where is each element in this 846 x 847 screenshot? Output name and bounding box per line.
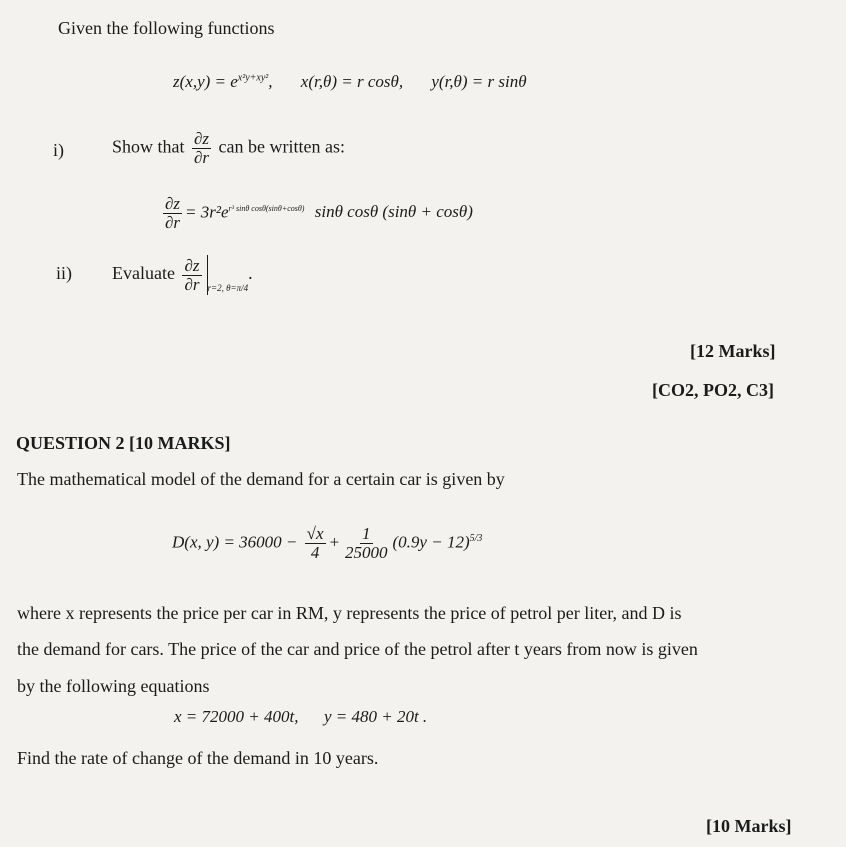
fraction-numerator: ∂z	[194, 129, 210, 148]
z-function-exponent: x²y+xy²	[237, 72, 269, 84]
x-function: x(r,θ) = r cosθ,	[300, 72, 404, 91]
y-function: y(r,θ) = r sinθ	[431, 72, 527, 91]
z-function-comma: ,	[268, 72, 273, 91]
marks-q1: [12 Marks]	[690, 341, 776, 361]
eq-middle: = 3r²e	[185, 202, 229, 222]
paragraph-line-3: by the following equations	[17, 676, 210, 696]
eq-fraction-denominator: ∂r	[165, 213, 181, 232]
part-i-statement	[112, 130, 345, 167]
eval-fraction-denominator: ∂r	[184, 274, 200, 294]
evaluate-text: Evaluate	[112, 263, 175, 284]
part-i-label: i)	[53, 140, 64, 160]
part-ii-label: ii)	[56, 263, 72, 283]
time-equations: x = 72000 + 400t, y = 480 + 20t .	[174, 707, 428, 726]
demand-lhs: D(x, y) = 36000 −	[172, 532, 298, 552]
part-ii-statement	[112, 255, 253, 295]
fraction2-denominator: 25000	[345, 543, 388, 562]
fraction-denominator: ∂r	[194, 148, 210, 167]
eq-exponent: r³ sinθ cosθ(sinθ+cosθ)	[228, 203, 305, 213]
demand-equation	[172, 525, 482, 562]
part-i-equation	[160, 195, 473, 232]
sqrt-x-fraction	[305, 525, 326, 562]
evaluate-period: .	[248, 263, 253, 284]
find-rate-text: Find the rate of change of the demand in 10 years.	[17, 748, 379, 768]
eq-fraction-numerator: ∂z	[165, 194, 181, 213]
co-q1: [CO2, PO2, C3]	[652, 380, 774, 400]
eq-tail: sinθ cosθ (sinθ + cosθ)	[314, 202, 473, 222]
fraction2-numerator: 1	[362, 524, 371, 543]
demand-power: 5/3	[469, 532, 483, 544]
marks-q2: [10 Marks]	[706, 816, 792, 836]
eval-fraction-numerator: ∂z	[184, 255, 200, 275]
sqrt-x-denominator: 4	[310, 543, 320, 562]
intro-text: Given the following functions	[58, 18, 275, 38]
given-functions	[173, 72, 527, 92]
eq-dz-dr-fraction	[163, 195, 182, 232]
q2-intro: The mathematical model of the demand for a certain car is given by	[17, 469, 505, 489]
z-function-lhs: z(x,y) = e	[173, 72, 238, 91]
evaluation-condition: r=2, θ=π/4	[207, 283, 249, 294]
demand-tail: (0.9y − 12)	[392, 532, 470, 552]
sqrt-x-numerator: √x	[306, 524, 324, 543]
dz-dr-fraction	[192, 130, 211, 167]
q2-heading: QUESTION 2 [10 MARKS]	[16, 433, 231, 453]
paragraph-line-1: where x represents the price per car in RM, y represents the price of petrol per liter, and D is	[17, 603, 682, 623]
eval-dz-dr-fraction	[182, 257, 201, 294]
demand-plus: +	[328, 532, 341, 552]
paragraph-line-2: the demand for cars. The price of the car and price of the petrol after t years from now is given	[17, 639, 698, 659]
can-be-written-text: can be written as:	[218, 136, 345, 157]
one-over-25000-fraction	[343, 525, 390, 562]
show-that-text: Show that	[112, 136, 185, 157]
